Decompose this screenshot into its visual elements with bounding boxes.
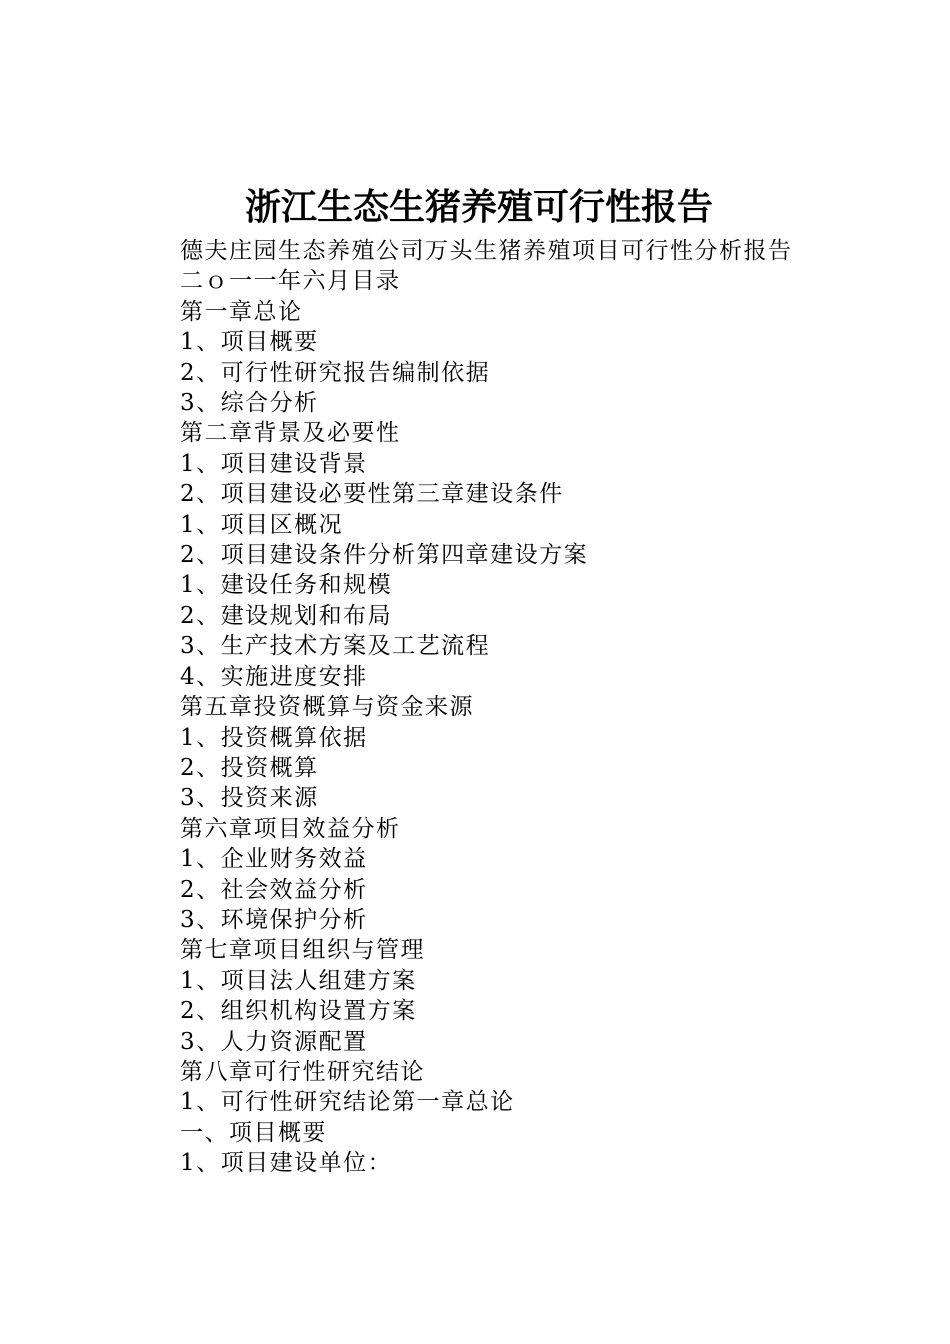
list-item: 1、可行性研究结论第一章总论 [180,1089,515,1116]
list-item: 3、环境保护分析 [180,906,368,933]
list-item: 2、建设规划和布局 [180,602,393,629]
list-item: 4、实施进度安排 [180,663,368,690]
list-item: 2、项目建设必要性第三章建设条件 [180,481,564,508]
list-item: 1、项目区概况 [180,511,344,538]
list-item: 1、项目法人组建方案 [180,967,417,994]
chapter-heading: 第一章总论 [180,298,303,325]
section-heading: 一、项目概要 [180,1119,327,1146]
list-item: 1、项目建设单位： [180,1150,393,1177]
list-item: 2、组织机构设置方案 [180,998,417,1025]
list-item: 1、项目概要 [180,329,319,356]
chapter-heading: 第七章项目组织与管理 [180,937,425,964]
text-line: 二ｏ一一年六月目录 [180,268,401,295]
list-item: 3、生产技术方案及工艺流程 [180,633,491,660]
chapter-heading: 第二章背景及必要性 [180,420,401,447]
list-item: 3、投资来源 [180,785,319,812]
list-item: 2、社会效益分析 [180,876,368,903]
chapter-heading: 第八章可行性研究结论 [180,1058,425,1085]
chapter-heading: 第六章项目效益分析 [180,815,401,842]
list-item: 3、综合分析 [180,390,319,417]
list-item: 1、企业财务效益 [180,846,368,873]
chapter-heading: 第五章投资概算与资金来源 [180,694,474,721]
list-item: 3、人力资源配置 [180,1028,368,1055]
list-item: 1、项目建设背景 [180,450,368,477]
list-item: 2、项目建设条件分析第四章建设方案 [180,542,589,569]
text-line: 德夫庄园生态养殖公司万头生猪养殖项目可行性分析报告 [180,238,793,264]
list-item: 2、可行性研究报告编制依据 [180,359,491,386]
list-item: 2、投资概算 [180,754,319,781]
document-body [180,236,880,1179]
document-title: 浙江生态生猪养殖可行性报告 [244,186,713,228]
list-item: 1、投资概算依据 [180,724,368,751]
list-item: 1、建设任务和规模 [180,572,393,599]
